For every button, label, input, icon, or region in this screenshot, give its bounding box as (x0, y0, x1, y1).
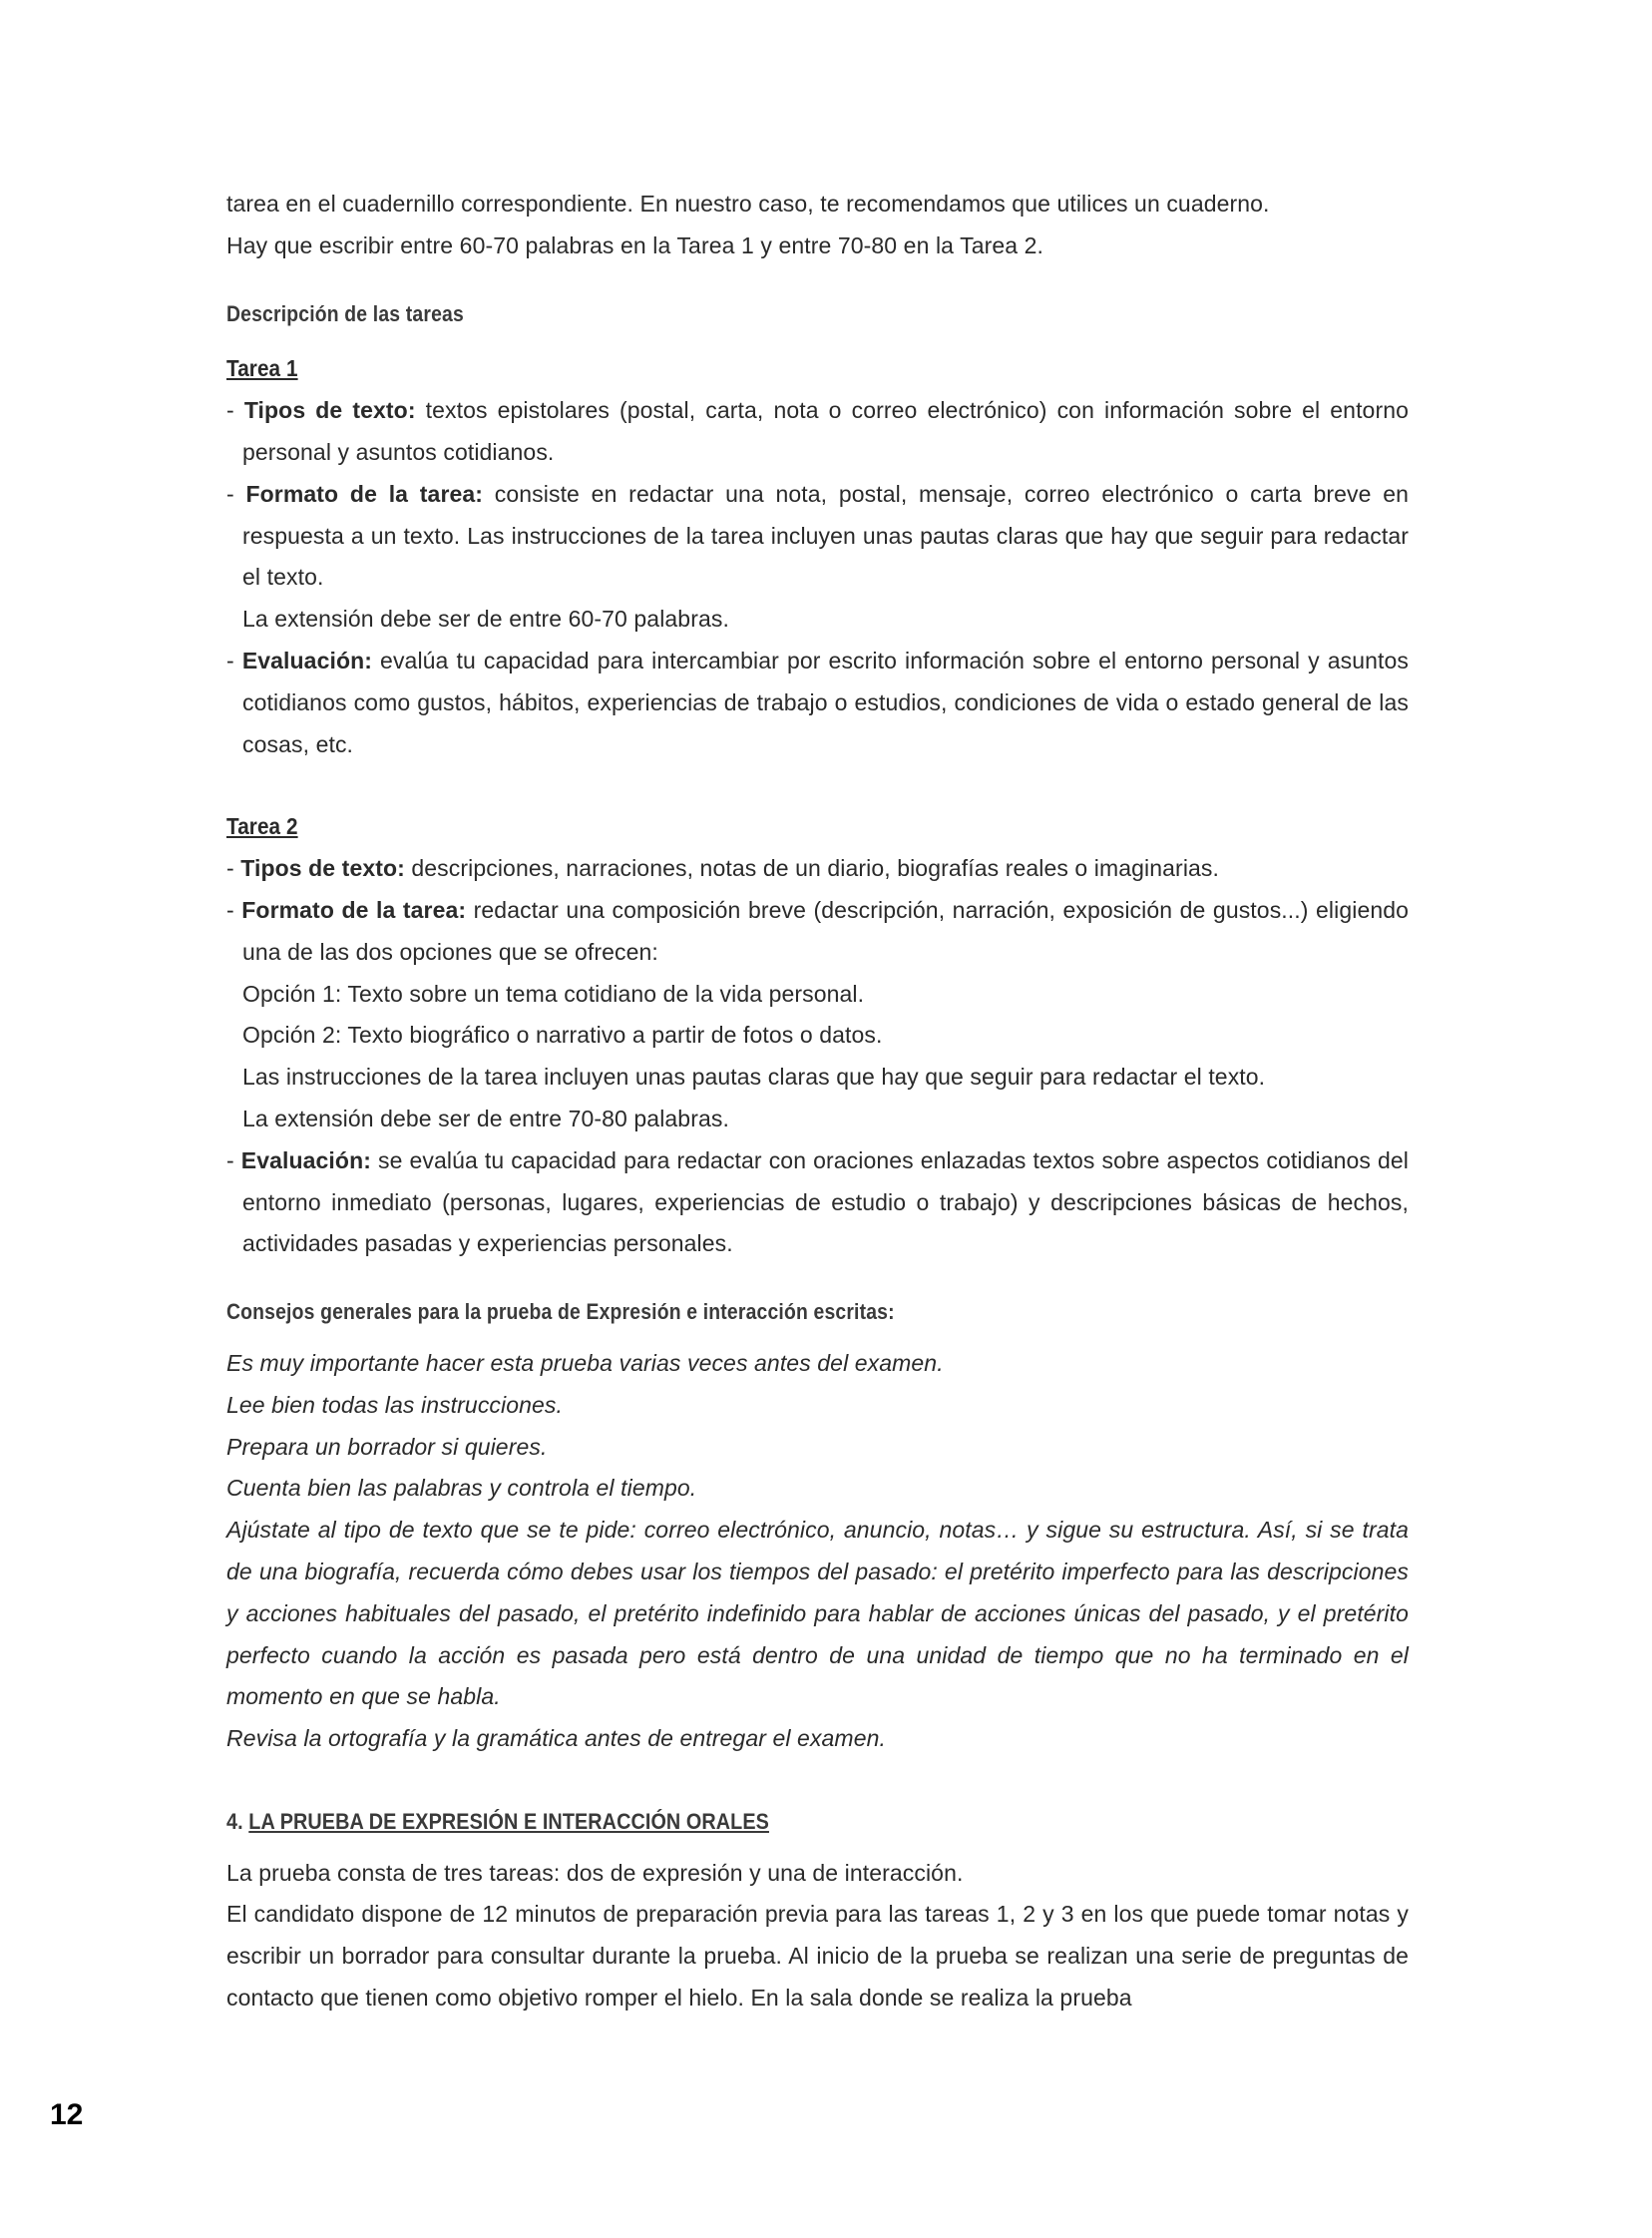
consejo-line: Lee bien todas las instrucciones. (226, 1391, 564, 1418)
section-4-line-1: La prueba consta de tres tareas: dos de expresión y una de interacción. (226, 1859, 964, 1886)
tarea1-tipos-item: - Tipos de texto: textos epistolares (postal, carta, nota o correo electrónico) con información sobre el entorno personal y asuntos cotidianos. (226, 397, 1409, 465)
tarea1-formato-item: - Formato de la tarea: consiste en redactar una nota, postal, mensaje, correo electrónico o carta breve en respuesta a un texto. Las instrucciones de la tarea incluyen unas pautas claras que hay que seguir para redactar el texto. (226, 480, 1409, 591)
tarea2-opcion-2: Opción 2: Texto biográfico o narrativo a partir de fotos o datos. (242, 1022, 883, 1049)
tarea2-title: Tarea 2 (226, 813, 298, 840)
consejo-line: Revisa la ortografía y la gramática antes de entregar el examen. (226, 1725, 886, 1752)
tarea1-formato-text: consiste en redactar una nota, postal, mensaje, correo electrónico o carta breve en respuesta a un texto. Las instrucciones de la tarea incluyen unas pautas claras que hay que seguir para redactar el texto. (242, 480, 1409, 591)
tarea2-tipos-text: descripciones, narraciones, notas de un diario, biografías reales o imaginarias. (404, 855, 1220, 882)
section-4-paragraph: El candidato dispone de 12 minutos de preparación previa para las tareas 1, 2 y 3 en los que puede tomar notas y escribir un borrador para consultar durante la prueba. Al inicio de la prueba se realizan una serie de preguntas de contacto que tienen como objetivo romper el hielo. En la sala donde se realiza la prueba (226, 1901, 1409, 2012)
tarea2-extension: La extensión debe ser de entre 70-80 palabras. (242, 1105, 729, 1131)
tarea2-opcion-1: Opción 1: Texto sobre un tema cotidiano de la vida personal. (242, 980, 865, 1007)
consejo-line: Prepara un borrador si quieres. (226, 1433, 548, 1460)
tarea1-tipos-term: Tipos de texto: (243, 397, 416, 424)
page-content (226, 184, 1409, 2019)
tarea2-evaluacion-item: - Evaluación: se evalúa tu capacidad para redactar con oraciones enlazadas textos sobre aspectos cotidianos del entorno inmediato (personas, lugares, experiencias de estudio o trabajo) y descripciones básicas de hechos, actividades pasadas y experiencias personales. (226, 1146, 1409, 1257)
consejos-list (226, 1343, 1409, 1760)
tarea1-section (226, 348, 1409, 390)
tarea2-section (226, 806, 1409, 848)
tarea2-evaluacion-term: Evaluación: (240, 1146, 371, 1173)
section-4-heading (226, 1801, 1291, 1843)
section-4-number: 4. (226, 1808, 243, 1834)
tarea1-title: Tarea 1 (226, 355, 298, 382)
page-number: 12 (50, 2098, 84, 2131)
tarea1-evaluacion-item: - Evaluación: evalúa tu capacidad para intercambiar por escrito información sobre el entorno personal y asuntos cotidianos como gustos, hábitos, experiencias de trabajo o estudios, condiciones de vida o estado general de las cosas, etc. (226, 647, 1409, 757)
tarea1-tipos-text: textos epistolares (postal, carta, nota o correo electrónico) con información sobre el entorno personal y asuntos cotidianos. (242, 397, 1409, 465)
tarea2-tipos-term: Tipos de texto: (240, 855, 405, 882)
consejo-line: Cuenta bien las palabras y controla el tiempo. (226, 1475, 697, 1502)
tarea2-formato-item: - Formato de la tarea: redactar una composición breve (descripción, narración, exposición de gustos...) eligiendo una de las dos opciones que se ofrecen: (226, 896, 1410, 965)
tarea1-extension: La extensión debe ser de entre 60-70 palabras. (242, 606, 729, 633)
intro-line-2: Hay que escribir entre 60-70 palabras en la Tarea 1 y entre 70-80 en la Tarea 2. (226, 231, 1044, 258)
descripcion-heading: Descripción de las tareas (226, 300, 464, 326)
tarea2-formato-term: Formato de la tarea: (241, 896, 467, 923)
tarea2-formato-text: redactar una composición breve (descripción, narración, exposición de gustos...) eligiendo una de las dos opciones que se ofrecen: (242, 896, 1410, 965)
consejo-line: Ajústate al tipo de texto que se te pide: correo electrónico, anuncio, notas… y sigue su estructura. Así, si se trata de una biografía, recuerda cómo debes usar los tiempos del pasado: el pretérito imperfecto para las descripciones y acciones habituales del pasado, el pretérito indefinido para hablar de acciones únicas del pasado, y el pretérito perfecto cuando la acción es pasada pero está dentro de una unidad de tiempo que no ha terminado en el momento en que se habla. (226, 1517, 1409, 1710)
tarea1-evaluacion-text: evalúa tu capacidad para intercambiar por escrito información sobre el entorno personal y asuntos cotidianos como gustos, hábitos, experiencias de trabajo o estudios, condiciones de vida o estado general de las cosas, etc. (242, 647, 1409, 757)
tarea1-formato-term: Formato de la tarea: (245, 480, 484, 507)
section-4-title: LA PRUEBA DE EXPRESIÓN E INTERACCIÓN ORALES (248, 1808, 769, 1834)
tarea2-evaluacion-text: se evalúa tu capacidad para redactar con oraciones enlazadas textos sobre aspectos cotidianos del entorno inmediato (personas, lugares, experiencias de estudio o trabajo) y descripciones básicas de hechos, actividades pasadas y experiencias personales. (242, 1146, 1409, 1257)
consejo-line: Es muy importante hacer esta prueba varias veces antes del examen. (226, 1349, 944, 1376)
tarea2-instrucciones: Las instrucciones de la tarea incluyen unas pautas claras que hay que seguir para redactar el texto. (242, 1064, 1266, 1091)
intro-line-1: tarea en el cuadernillo correspondiente. En nuestro caso, te recomendamos que utilices un cuaderno. (226, 191, 1270, 217)
tarea1-evaluacion-term: Evaluación: (241, 647, 373, 673)
consejos-heading: Consejos generales para la prueba de Expresión e interacción escritas: (226, 1299, 895, 1325)
tarea2-tipos-item: - Tipos de texto: descripciones, narraciones, notas de un diario, biografías reales o imaginarias. (226, 855, 1220, 882)
